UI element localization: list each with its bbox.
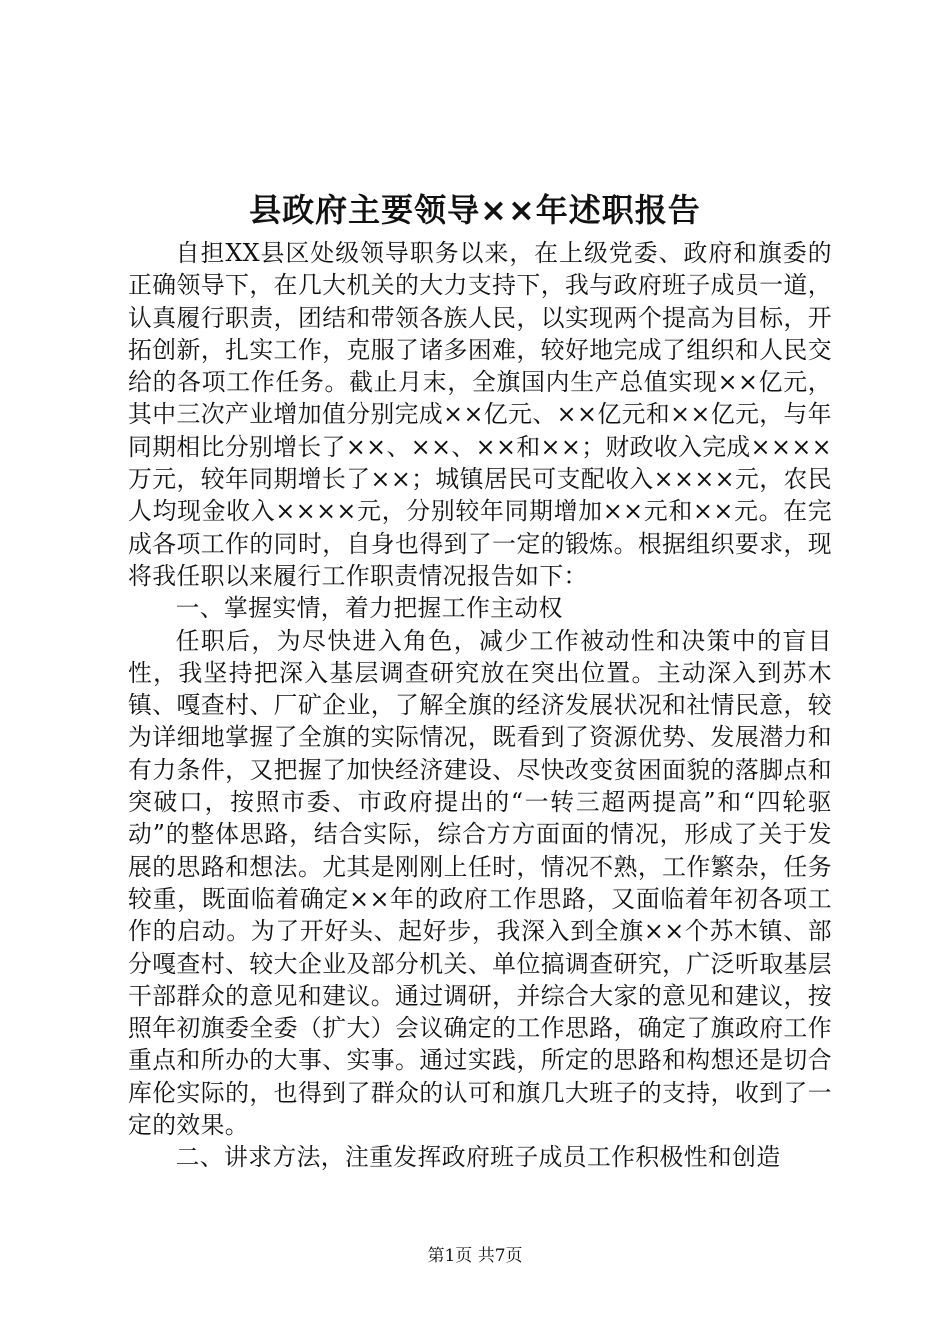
document-title: 县政府主要领导××年述职报告 <box>249 191 701 229</box>
paragraph-section-1: 任职后，为尽快进入角色，减少工作被动性和决策中的盲目性，我坚持把深入基层调查研究放在突出位置。主动深入到苏木镇、嘎查村、厂矿企业，了解全旗的经济发展状况和社情民意，较为详细地掌握了全旗的实际情况，既看到了资源优势、发展潜力和有力条件，又把握了加快经济建设、尽快改变贫困面貌的落脚点和突破口，按照市委、市政府提出的“一转三超两提高”和“四轮驱动”的整体思路，结合实际，综合方方面面的情况，形成了关于发展的思路和想法。尤其是刚刚上任时，情况不熟，工作繁杂，任务较重，既面临着确定××年的政府工作思路，又面临着年初各项工作的启动。为了开好头、起好步，我深入到全旗××个苏木镇、部分嘎查村、较大企业及部分机关、单位搞调查研究，广泛听取基层干部群众的意见和建议。通过调研，并综合大家的意见和建议，按照年初旗委全委（扩大）会议确定的工作思路，确定了旗政府工作重点和所办的大事、实事。通过实践，所定的思路和构想还是切合库伦实际的，也得到了群众的认可和旗几大班子的支持，收到了一定的效果。 <box>128 626 832 1140</box>
section-heading-1: 一、掌握实情，着力把握工作主动权 <box>175 594 563 623</box>
section-heading-2: 二、讲求方法，注重发挥政府班子成员工作积极性和创造 <box>175 1143 781 1172</box>
page-number-footer: 第1页 共7页 <box>427 1246 523 1266</box>
document-body <box>128 237 832 1174</box>
paragraph-intro: 自担XX县区处级领导职务以来，在上级党委、政府和旗委的正确领导下，在几大机关的大力支持下，我与政府班子成员一道，认真履行职责，团结和带领各族人民，以实现两个提高为目标，开拓创新，扎实工作，克服了诸多困难，较好地完成了组织和人民交给的各项工作任务。截止月末，全旗国内生产总值实现××亿元，其中三次产业增加值分别完成××亿元、××亿元和××亿元，与年同期相比分别增长了××、××、××和××；财政收入完成××××万元，较年同期增长了××；城镇居民可支配收入××××元，农民人均现金收入××××元，分别较年同期增加××元和××元。在完成各项工作的同时，自身也得到了一定的锻炼。根据组织要求，现将我任职以来履行工作职责情况报告如下： <box>128 239 832 590</box>
